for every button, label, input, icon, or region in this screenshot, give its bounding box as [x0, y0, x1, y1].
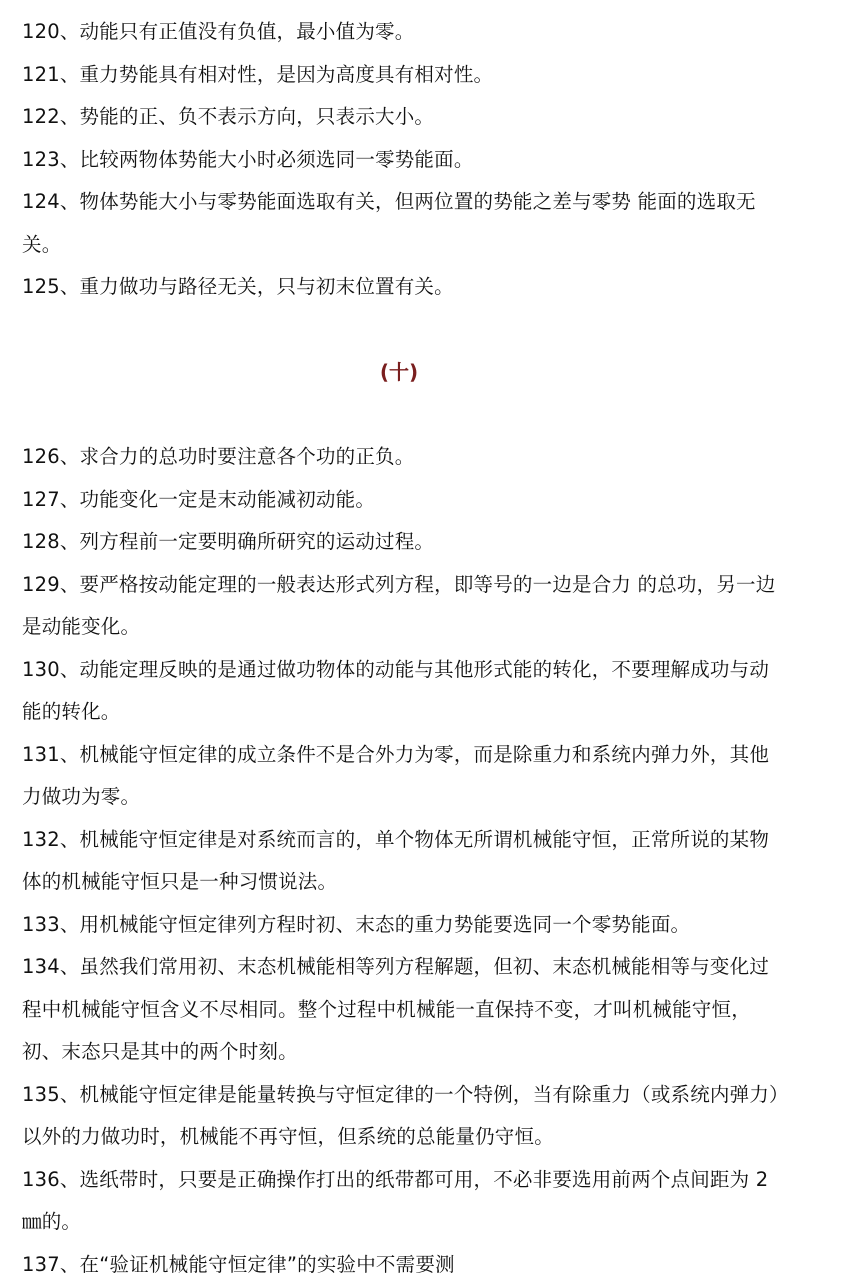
list-item: 132、机械能守恒定律是对系统而言的，单个物体无所谓机械能守恒，正常所说的某物体的机械能守恒只是一种习惯说法。 — [22, 827, 770, 893]
list-item: 137、在“验证机械能守恒定律”的实验中不需要测 — [22, 1252, 455, 1276]
list-item: 122、势能的正、负不表示方向，只表示大小。 — [22, 105, 435, 128]
list-item: 133、用机械能守恒定律列方程时初、末态的重力势能要选同一个零势能面。 — [22, 912, 691, 936]
list-item: 127、功能变化一定是末动能减初动能。 — [22, 487, 376, 511]
list-item: 135、机械能守恒定律是能量转换与守恒定律的一个特例，当有除重力（或系统内弹力）以外的力做功时，机械能不再守恒，但系统的总能量仍守恒。 — [22, 1082, 779, 1148]
list-item: 124、物体势能大小与零势能面选取有关，但两位置的势能之差与零势 能面的选取无关。 — [22, 190, 756, 256]
list-item: 120、动能只有正值没有负值，最小值为零。 — [22, 20, 415, 43]
section-two-list — [22, 436, 782, 1286]
list-item: 129、要严格按动能定理的一般表达形式列方程，即等号的一边是合力 的总功，另一边是动能变化。 — [22, 572, 776, 638]
list-item: 121、重力势能具有相对性，是因为高度具有相对性。 — [22, 62, 494, 86]
section-heading: (十) — [379, 360, 419, 384]
list-item: 123、比较两物体势能大小时必须选同一零势能面。 — [22, 147, 474, 171]
list-item: 134、虽然我们常用初、末态机械能相等列方程解题，但初、末态机械能相等与变化过程中机械能守恒含义不尽相同。整个过程中机械能一直保持不变，才叫机械能守恒，初、末态只是其中的两个时刻。 — [22, 955, 770, 1063]
list-item: 131、机械能守恒定律的成立条件不是合外力为零，而是除重力和系统内弹力外，其他力做功为零。 — [22, 742, 770, 808]
section-one-list — [22, 11, 782, 309]
list-item: 136、选纸带时，只要是正确操作打出的纸带都可用，不必非要选用前两个点间距为 2 ㎜的。 — [22, 1167, 769, 1233]
list-item: 128、列方程前一定要明确所研究的运动过程。 — [22, 530, 435, 553]
list-item: 130、动能定理反映的是通过做功物体的动能与其他形式能的转化，不要理解成功与动能的转化。 — [22, 657, 770, 723]
list-item: 125、重力做功与路径无关，只与初末位置有关。 — [22, 275, 454, 298]
list-item: 126、求合力的总功时要注意各个功的正负。 — [22, 445, 415, 468]
